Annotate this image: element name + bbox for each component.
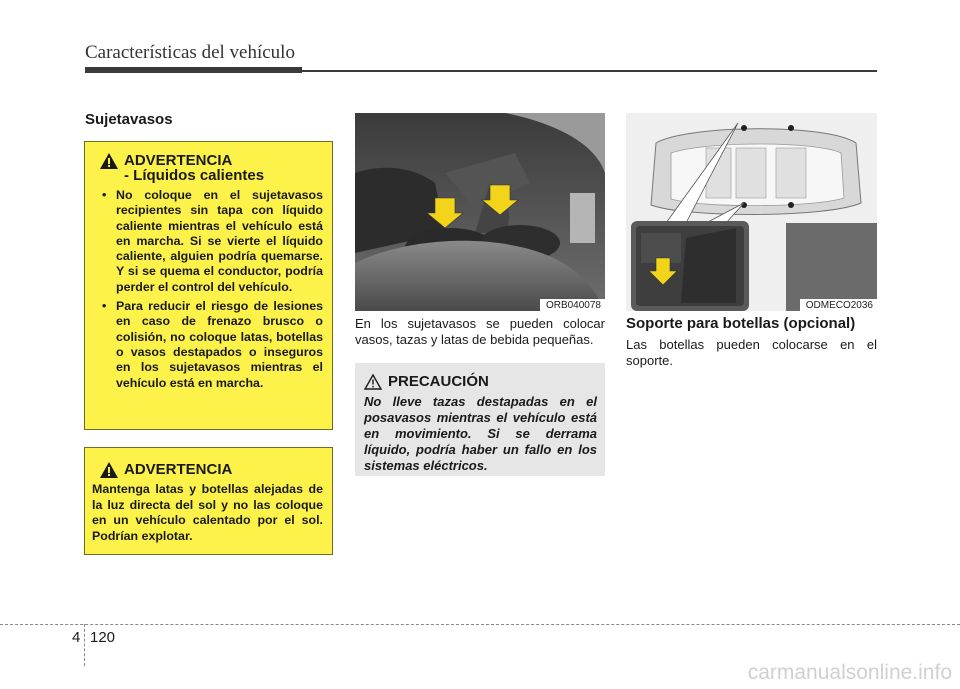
bottle-holder-title: Soporte para botellas (opcional) [626,315,856,332]
bottle-holder-photo [626,113,877,311]
watermark: carmanualsonline.info [747,661,952,684]
warning-box-sun [84,447,333,555]
warning-title: ADVERTENCIA [124,461,233,478]
header-rule [85,67,302,73]
cupholder-text: En los sujetavasos se pueden colocar vasos, tazas y latas de bebida pequeñas. [355,316,605,347]
list-item: • No coloque en el sujetavasos recipientes sin tapa con líquido caliente mientras el vehículo está en marcha. Si se vierte el líquido caliente, alguien podría quemarse. Y si se quema el conductor, podría perder el control del vehículo. [102,188,323,294]
warning-item-text: No coloque en el sujetavasos recipientes sin tapa con líquido caliente mientras el vehículo está en marcha. Si se vierte el líquido caliente, alguien podría quemarse. Y si se quema el conductor, podría perder el control del vehículo. [116,188,323,294]
warning-subtitle-dash: - [124,167,129,184]
warning-subtitle [124,167,323,184]
list-item: • Para reducir el riesgo de lesiones en caso de frenazo brusco o colisión, no coloque latas, botellas o vasos destapados o inseguros en los sujetavasos mientras el vehículo está en marcha. [102,299,323,390]
caution-triangle-icon [364,374,382,390]
cupholder-illustration [355,113,605,311]
header-title: Características del vehículo [85,42,295,63]
caution-box [355,363,605,476]
photo-label: ORB040078 [540,299,605,311]
caution-title: PRECAUCIÓN [388,373,489,390]
bottle-holder-illustration [626,113,877,311]
caution-text: No lleve tazas destapadas en el posavasos mientras el vehículo está en movimiento. Si se derrama líquido, podría haber un fallo en los sistemas eléctricos. [364,394,597,473]
footer-divider [0,624,960,625]
bottle-holder-text: Las botellas pueden colocarse en el soporte. [626,337,877,368]
warning-item-text: Para reducir el riesgo de lesiones en caso de frenazo brusco o colisión, no coloque latas, botellas o vasos destapados o inseguros en los sujetavasos mientras el vehículo está en marcha. [116,299,323,390]
cupholder-photo [355,113,605,311]
warning-triangle-icon [100,153,118,169]
warning-subtitle-text: Líquidos calientes [133,167,265,184]
warning-box-hot-liquids [84,141,333,430]
chapter-number: 4 [72,629,81,646]
photo-label: ODMECO2036 [800,299,877,311]
warning-list [94,188,323,391]
warning-title: ADVERTENCIA [124,152,233,169]
warning-triangle-icon [100,462,118,478]
header-rule-thin [302,70,877,72]
footer-vertical-divider [84,624,85,666]
warning-text: Mantenga latas y botellas alejadas de la luz directa del sol y no las coloque en un vehículo calentado por el sol. Podrían explotar. [92,482,323,543]
page-number: 120 [90,629,116,646]
section-title: Sujetavasos [85,111,173,128]
